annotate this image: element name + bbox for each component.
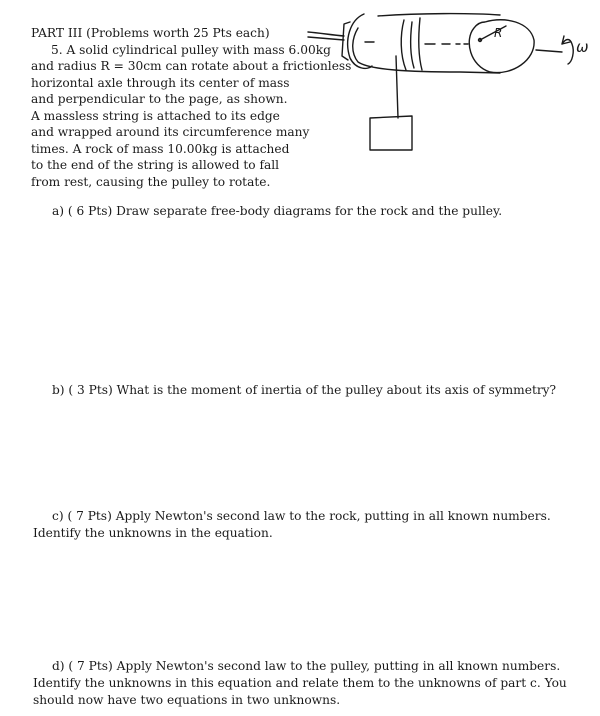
pointer-line-2: [308, 37, 344, 40]
cylinder-line: [401, 20, 406, 70]
question-c: [33, 508, 553, 542]
problem-line: times. A rock of mass 10.00kg is attached: [31, 141, 290, 156]
problem-line: A massless string is attached to its edge: [31, 108, 280, 123]
pointer-line: [308, 32, 344, 36]
problem-line: and radius R = 30cm can rotate about a frictionless: [31, 59, 352, 73]
cylinder-line: [411, 22, 414, 68]
question-text: should now have two equations in two unknowns.: [33, 693, 341, 707]
question-b: [33, 382, 557, 399]
part-title: PART III (Problems worth 25 Pts each): [31, 26, 270, 40]
question-text: d) ( 7 Pts) Apply Newton's second law to the pulley, putting in all known numbers.: [52, 659, 561, 673]
omega-label: ω: [576, 38, 589, 56]
pulley-left-face: [348, 14, 372, 68]
question-a: [33, 203, 553, 220]
question-d: [33, 658, 567, 709]
problem-line: to the end of the string is allowed to fall: [31, 158, 280, 172]
problem-line: from rest, causing the pulley to rotate.: [31, 174, 271, 189]
pulley-diagram: [300, 0, 600, 160]
question-text: Identify the unknowns in this equation and relate them to the unknowns of part c. You: [33, 676, 567, 690]
string: [396, 56, 398, 118]
problem-line: horizontal axle through its center of mass: [31, 75, 290, 90]
cylinder-line: [419, 18, 422, 70]
problem-line: 5. A solid cylindrical pulley with mass 6.00kg: [51, 42, 331, 57]
problem-line: and wrapped around its circumference many: [31, 125, 310, 139]
rock: [370, 116, 412, 150]
problem-statement: [31, 25, 352, 190]
radius-label: R: [494, 26, 503, 40]
question-text: b) ( 3 Pts) What is the moment of inertia of the pulley about its axis of symmetry?: [52, 383, 557, 397]
problem-line: and perpendicular to the page, as shown.: [31, 92, 288, 106]
question-text: c) ( 7 Pts) Apply Newton's second law to the rock, putting in all known numbers.: [52, 509, 551, 523]
question-text: Identify the unknowns in the equation.: [33, 526, 273, 540]
axle-line: [536, 50, 562, 52]
question-text: a) ( 6 Pts) Draw separate free-body diagrams for the rock and the pulley.: [52, 204, 503, 218]
